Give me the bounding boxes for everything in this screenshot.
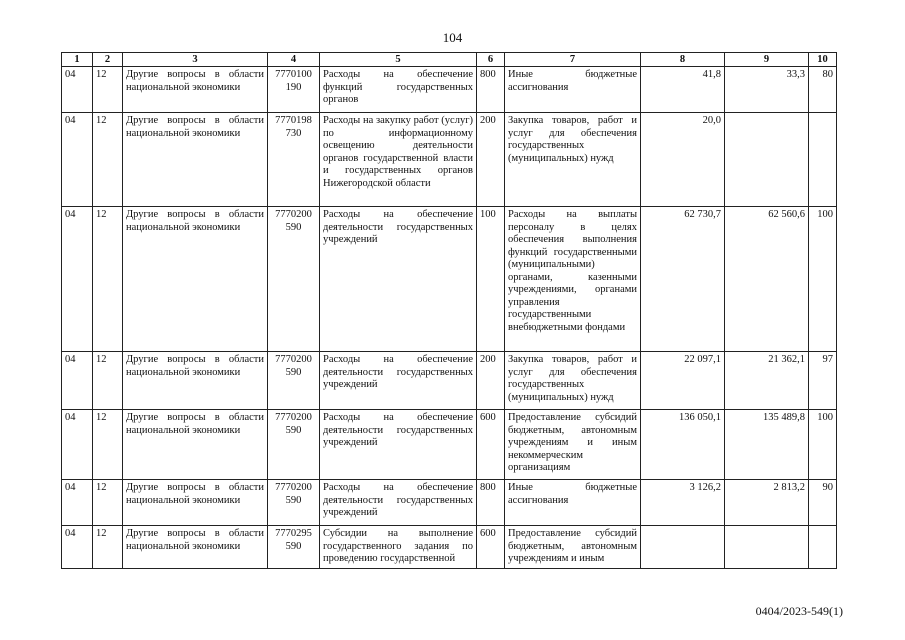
execution-percent: 90 — [809, 480, 837, 526]
article-name: Субсидии на выполнение государственного задания по проведению государственной — [320, 526, 477, 569]
subsection-code: 12 — [93, 480, 123, 526]
header-cell: 1 — [62, 53, 93, 67]
section-name: Другие вопросы в области национальной экономики — [123, 113, 268, 207]
execution-percent — [809, 526, 837, 569]
target-article: 7770200 590 — [268, 480, 320, 526]
header-cell: 2 — [93, 53, 123, 67]
target-article: 7770200 590 — [268, 352, 320, 410]
planned-amount: 41,8 — [641, 67, 725, 113]
section-code: 04 — [62, 410, 93, 480]
section-name: Другие вопросы в области национальной экономики — [123, 352, 268, 410]
actual-amount — [725, 113, 809, 207]
subsection-code: 12 — [93, 113, 123, 207]
target-article: 7770200 590 — [268, 207, 320, 352]
expense-type-name: Закупка товаров, работ и услуг для обеспечения государственных (муниципальных) нужд — [505, 113, 641, 207]
actual-amount: 33,3 — [725, 67, 809, 113]
header-row — [62, 53, 837, 67]
actual-amount: 21 362,1 — [725, 352, 809, 410]
target-article: 7770198 730 — [268, 113, 320, 207]
expense-type-name: Закупка товаров, работ и услуг для обеспечения государственных (муниципальных) нужд — [505, 352, 641, 410]
target-article: 7770200 590 — [268, 410, 320, 480]
budget-table — [61, 52, 837, 569]
section-code: 04 — [62, 207, 93, 352]
article-name: Расходы на обеспечение функций государственных органов — [320, 67, 477, 113]
table-row — [62, 526, 837, 569]
execution-percent: 80 — [809, 67, 837, 113]
planned-amount: 62 730,7 — [641, 207, 725, 352]
header-cell: 9 — [725, 53, 809, 67]
expense-type-code: 100 — [477, 207, 505, 352]
header-cell: 10 — [809, 53, 837, 67]
header-cell: 3 — [123, 53, 268, 67]
execution-percent — [809, 113, 837, 207]
table-row — [62, 113, 837, 207]
actual-amount — [725, 526, 809, 569]
section-code: 04 — [62, 113, 93, 207]
expense-type-name: Иные бюджетные ассигнования — [505, 480, 641, 526]
expense-type-code: 200 — [477, 352, 505, 410]
header-cell: 7 — [505, 53, 641, 67]
header-cell: 8 — [641, 53, 725, 67]
planned-amount: 3 126,2 — [641, 480, 725, 526]
section-code: 04 — [62, 67, 93, 113]
article-name: Расходы на обеспечение деятельности государственных учреждений — [320, 410, 477, 480]
target-article: 7770100 190 — [268, 67, 320, 113]
page-number: 104 — [442, 30, 463, 45]
actual-amount: 135 489,8 — [725, 410, 809, 480]
execution-percent: 100 — [809, 410, 837, 480]
expense-type-code: 600 — [477, 410, 505, 480]
article-name: Расходы на обеспечение деятельности государственных учреждений — [320, 480, 477, 526]
table-row — [62, 480, 837, 526]
expense-type-code: 800 — [477, 480, 505, 526]
article-name: Расходы на закупку работ (услуг) по информационному освещению деятельности органов государственной власти и государственных органов Нижегородской области — [320, 113, 477, 207]
planned-amount: 22 097,1 — [641, 352, 725, 410]
expense-type-name: Предоставление субсидий бюджетным, автономным учреждениям и иным некоммерческим организациям — [505, 410, 641, 480]
expense-type-code: 600 — [477, 526, 505, 569]
table-row — [62, 410, 837, 480]
actual-amount: 2 813,2 — [725, 480, 809, 526]
target-article: 7770295 590 — [268, 526, 320, 569]
article-name: Расходы на обеспечение деятельности государственных учреждений — [320, 207, 477, 352]
section-name: Другие вопросы в области национальной экономики — [123, 410, 268, 480]
expense-type-code: 200 — [477, 113, 505, 207]
actual-amount: 62 560,6 — [725, 207, 809, 352]
planned-amount: 20,0 — [641, 113, 725, 207]
header-cell: 4 — [268, 53, 320, 67]
section-code: 04 — [62, 526, 93, 569]
table-row — [62, 207, 837, 352]
execution-percent: 97 — [809, 352, 837, 410]
subsection-code: 12 — [93, 207, 123, 352]
table-row — [62, 67, 837, 113]
section-name: Другие вопросы в области национальной экономики — [123, 526, 268, 569]
expense-type-name: Предоставление субсидий бюджетным, автономным учреждениям и иным — [505, 526, 641, 569]
table-row — [62, 352, 837, 410]
subsection-code: 12 — [93, 410, 123, 480]
section-name: Другие вопросы в области национальной экономики — [123, 67, 268, 113]
header-cell: 6 — [477, 53, 505, 67]
section-name: Другие вопросы в области национальной экономики — [123, 480, 268, 526]
expense-type-code: 800 — [477, 67, 505, 113]
expense-type-name: Иные бюджетные ассигнования — [505, 67, 641, 113]
subsection-code: 12 — [93, 352, 123, 410]
section-code: 04 — [62, 352, 93, 410]
header-cell: 5 — [320, 53, 477, 67]
subsection-code: 12 — [93, 67, 123, 113]
execution-percent: 100 — [809, 207, 837, 352]
planned-amount: 136 050,1 — [641, 410, 725, 480]
expense-type-name: Расходы на выплаты персоналу в целях обеспечения выполнения функций государственными (муниципальными) органами, казенными учреждениями, органами управления государственными внебюджетными фондами — [505, 207, 641, 352]
article-name: Расходы на обеспечение деятельности государственных учреждений — [320, 352, 477, 410]
section-code: 04 — [62, 480, 93, 526]
subsection-code: 12 — [93, 526, 123, 569]
planned-amount — [641, 526, 725, 569]
document-code: 0404/2023-549(1) — [755, 604, 843, 618]
section-name: Другие вопросы в области национальной экономики — [123, 207, 268, 352]
